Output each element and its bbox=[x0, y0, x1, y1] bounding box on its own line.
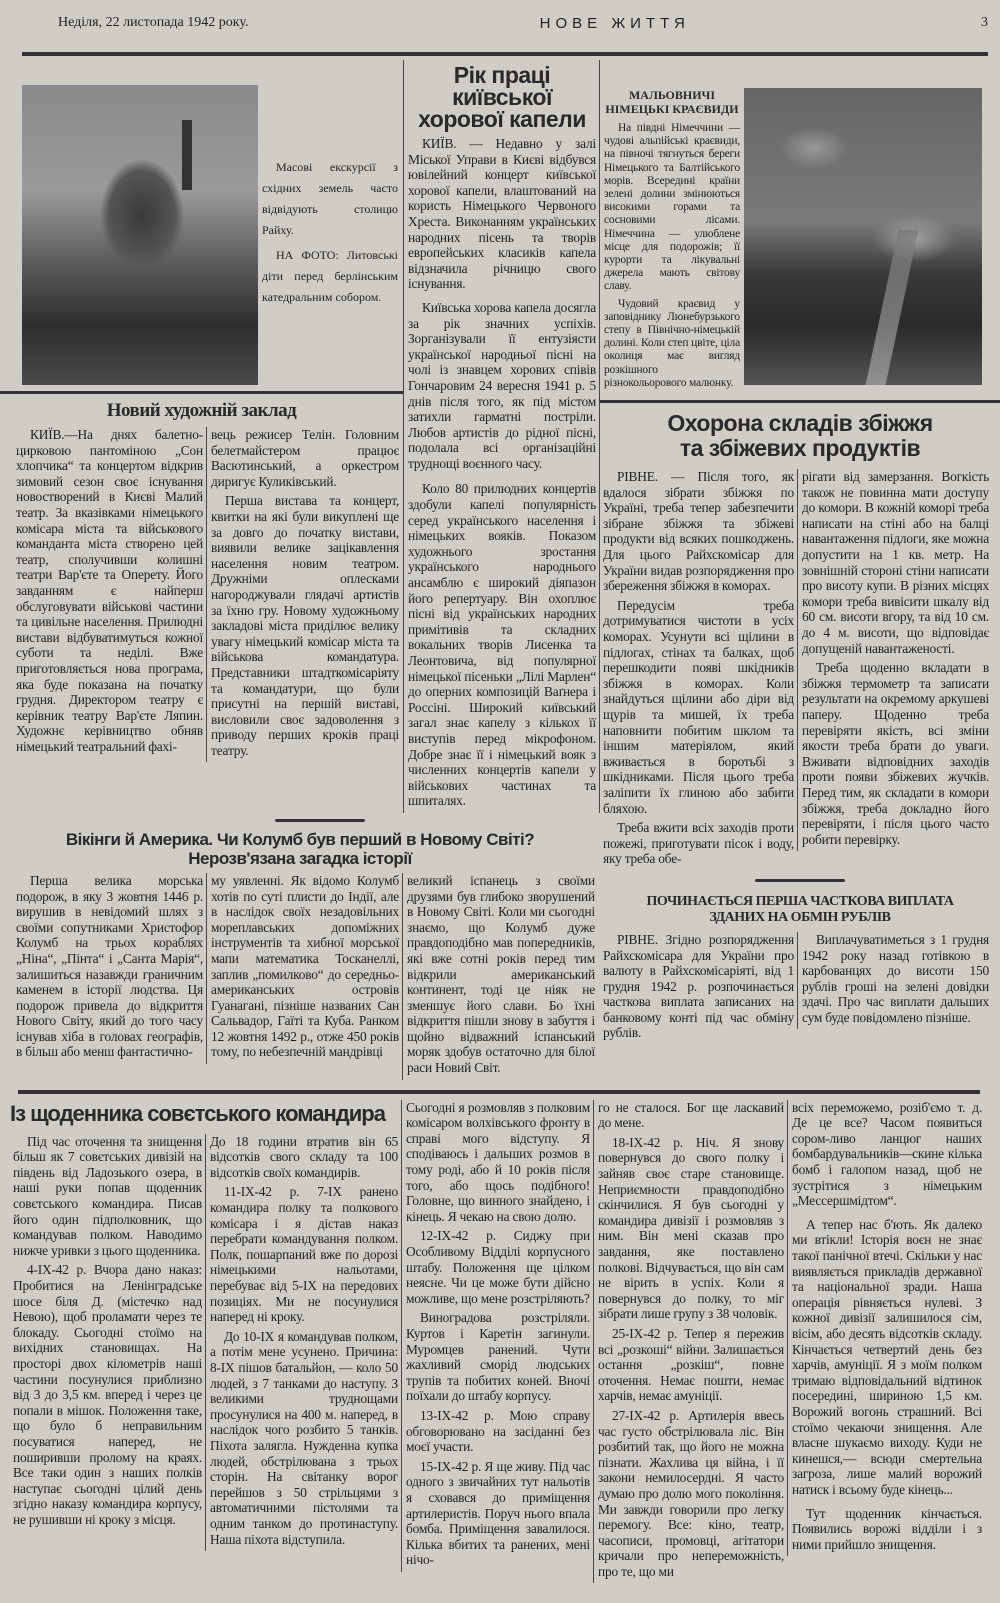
section-rule bbox=[18, 1090, 980, 1094]
photo-caption bbox=[262, 85, 398, 312]
top-right-area bbox=[600, 60, 1000, 1045]
diary-col-3 bbox=[401, 1100, 593, 1572]
choir-headline: Рік праці київської хорової капели bbox=[418, 62, 586, 132]
paragraph: 12-IX-42 р. Сиджу при Особливому Відділі корпусного штабу. Положення ще цілком неясне. Чи це може бути дійсно можливе, що мене розстріляють? bbox=[406, 1228, 590, 1306]
paragraph: го не сталося. Бог ще ласкавий до мене. bbox=[598, 1099, 784, 1131]
theatre-col-1 bbox=[16, 427, 206, 758]
payout-col-2 bbox=[797, 932, 993, 1030]
diary-left-columns bbox=[0, 1134, 401, 1551]
paragraph: До 18 години втратив він 65 відсотків свого складу та 100 відсотків своїх командирів. bbox=[210, 1133, 398, 1180]
masthead-rule bbox=[22, 52, 988, 56]
cathedral-spire bbox=[182, 120, 192, 190]
paragraph: 15-IX-42 р. Я ще живу. Під час одного з звичайних тут нальотів я сховався до приміщення артилеристів. Поруч нього впала бомба. Приміщення завалилося. Кілька вбитих та ранених, мені нічо- bbox=[406, 1458, 590, 1568]
payout-title-line: ПОЧИНАЄТЬСЯ ПЕРША ЧАСТКОВА ВИПЛАТА bbox=[646, 893, 954, 909]
paragraph: Передусім треба дотримуватися чистоти в усіх коморах. Усунути всі щілини в підлогах, стінах та балках, щоб перешкодити появі шкідників збіжжя в коморах. Коли знайдуться щілини або діри від щурів та мишей, їх треба наповнити побитим шклом та іншим матеріялом, який вживається в боротьбі з шкідниками. Після цього треба заліпити їх глиною або забити бляхою. bbox=[603, 597, 794, 816]
paragraph: А тепер нас б'ють. Як далеко ми втікли! Історія воєн не знає такої панічної втечі. Скільки у нас виявляється прикладів державної та національної зради. Наша операція рівняється нулеві. З кожної дивізії залишилося сім, вісім, або десять відсотків складу. Кінчається четвертий день без харчів, амуніції. Я з моїм полком тримаю відповідальний відтинок посередині, шириною 1,5 км. Ворожий вогонь страшний. Всі стоїмо чекаючи знищення. Але власне шукаємо виходу. Куди не кинешся,— всюди смертельна загроза, лише малий ворожий натиск і всьому буде кінець... bbox=[792, 1216, 982, 1497]
diary-left bbox=[0, 1100, 401, 1551]
grain-headline bbox=[600, 411, 1000, 461]
vikings-columns bbox=[0, 873, 600, 1080]
photo-row bbox=[0, 60, 403, 385]
paragraph: Тут щоденник кінчається. Появились ворожі відділи і з ними прийшло знищення. bbox=[792, 1505, 982, 1552]
paragraph: Під час оточення та знищення більш як 7 совєтських дивізій на південь від Ладозького озера, в наші руки попав щоденник совєтського командира. Писав його один підполковник, що командував полком. Наводимо нижче уривки з цього щоденника. bbox=[13, 1133, 202, 1258]
ornament-divider bbox=[755, 879, 845, 882]
ornament-divider bbox=[275, 819, 365, 822]
paragraph: Перша вистава та концерт, квитки на які були викуплені ще за довго до початку вистави, виявили велике зацікавлення населення новим театром. Дружніми оплесками нагороджували глядачі артистів за їхню гру. Новому художньому закладові міста приділює велику увагу німецький комісар міста та військова командатура. Представники штадткомісаріяту та командатури, що були присутні на першій виставі, висловили своє задоволення з приводу перших кроків праці театру. bbox=[211, 493, 399, 758]
landscapes-headline: МАЛЬОВНИЧІ НІМЕЦЬКІ КРАЄВИДИ bbox=[605, 88, 739, 116]
paragraph: Виплачуватиметься з 1 грудня 1942 року назад готівкою в карбованцях до висоти 150 рублів гроші на зелені довідки здачі. Про час виплати дальших сум буде повідомлено пізніше. bbox=[802, 931, 989, 1025]
paragraph: Треба щоденно вкладати в збіжжя термометр та записати результати на окремому аркушеві паперу. Щоденно треба перевіряти якість, всі зміни якости треба брати до уваги. Вживати відповідних заходів проти появи збіжевих жучків. Перед тим, як складати в комори збіжжя, треба докладно його перевіряти, і після цього часто робити перевірку. bbox=[802, 660, 989, 847]
paragraph: 25-IX-42 р. Тепер я пережив всі „розкоші“ війни. Залишається остання „розкіш“, повне оточення. Немає пошти, немає харчів, немає амуніції. bbox=[598, 1325, 784, 1404]
paragraph: Перша велика морська подорож, в яку 3 жовтня 1446 р. вирушив в невідомий шлях з своїми сопутниками Христофор Колумб на трьох кораблях „Ніна“, „Пінта“ і „Санта Марія“, залишиться назавжди граничним каменем в історії людства. Ця подорож привела до відкриття Нового Світу, який до того часу існував хіба в головах географів, в більш або менш фантастично- bbox=[16, 872, 203, 1060]
paragraph: 27-IX-42 р. Артилерія ввесь час густо обстрілювала ліс. Він розбитий так, що його не можна пізнати. Жахлива ця війна, і її закони немилосердні. Я часто думаю про долю мого покоління. Ми завжди говорили про легку перемогу. Все: кіно, театр, часописи, промовці, агітатори кричали про непереможність, про те, що ми bbox=[598, 1407, 784, 1579]
vikings-col-1 bbox=[16, 873, 206, 1064]
paragraph: КИЇВ. — Недавно у залі Міської Управи в Києві відбувся ювілейний концерт київської хорової капели, влаштований на користь Німецького Червоного Хреста. Виконанням українських народних пісень та творів европейських класиків капела відзначила річницю свого існування. bbox=[408, 136, 596, 292]
newspaper-name: НОВЕ ЖИТТЯ bbox=[539, 14, 690, 32]
top-left-row bbox=[0, 60, 600, 813]
payout-col-1 bbox=[603, 932, 797, 1045]
paragraph: всіх переможемо, розіб'ємо т. д. Де це все? Часом появиться сором-ливо ланцюг наших бомбардувальників—скине кілька бомб і галопом назад, щоб не зустрітися з німецьким „Мессершмідтом“. bbox=[792, 1099, 982, 1209]
issue-date: Неділя, 22 листопада 1942 року. bbox=[58, 15, 249, 30]
paragraph: Коло 80 прилюдних концертів здобули капелі популярність серед українського населення і німецьких вояків. Показом художнього зростання українського народнього ансамблю є широкий діяпазон його репертуару. Він охоплює пісні від українських народних примітивів та складних вокальних творів Лисенка та Леонтовича, від популярної німецької пісеньки „Лілі Марлен“ до оперних композицій Ваґнера і Россіні. Широкий київський загал знає капелу з кількох її виступів перед мікрофоном. Добре знає її і німецький вояк з численних концертів капели у військових частинах та шпиталях. bbox=[408, 481, 596, 809]
payout-columns bbox=[600, 932, 1000, 1045]
diary-col-5 bbox=[787, 1100, 990, 1557]
landscapes-body bbox=[604, 122, 740, 390]
grain-columns bbox=[600, 469, 1000, 871]
paragraph: му уявленні. Як відомо Колумб хотів по суті плисти до Індії, але в наслідок своїх незадовільних мореплавських допоміжних інструментів та хибної морської мапи математика Тосканеллі, заплив „помилково“ до середньо-американських островів Гуанагані, пізніше названих Сан Сальвадор, Гаїті та Куба. Ранком 12 жовтня 1492 р., отже 450 років тому, по небезпечній мандрівці bbox=[211, 872, 399, 1060]
paragraph: Сьогодні я розмовляв з полковим комісаром волхівського фронту в справі мого відступу. Я сподіваюсь і дальших розмов в тому роді, або й 10 років після того, або щось подібного! Головне, що винного знайдено, і кінець. Я чекаю на свою долю. bbox=[406, 1099, 590, 1224]
vikings-col-2 bbox=[206, 873, 402, 1064]
section-rule bbox=[0, 391, 403, 394]
paragraph: рігати від замерзання. Вогкість також не повинна мати доступу до комори. В кожній коморі треба написати на стіні або на балці навантаження підлоги, яке можна допустити на 1 кв. метр. На зовнішній стороні стіни написати про висоту купи. В різних місцях комори треба вивісити шкалу від 60 см. висоти вгору, та від 10 см. до 4 м. висоти, що відповідає допущеній навантаженості. bbox=[802, 469, 989, 656]
grain-title-line: та збіжевих продуктів bbox=[679, 435, 921, 462]
grain-col-2 bbox=[797, 469, 993, 851]
theatre-columns bbox=[0, 427, 403, 762]
section-rule bbox=[600, 400, 1000, 403]
theatre-headline: Новий художній заклад bbox=[106, 400, 297, 421]
paragraph: На півдні Німеччини — чудові альпійські краєвиди, на півночі тягнуться береги Німецького та Балтійського морів. Всередині країни зелені долини змінюються високими горами та сосновими лісами. Німеччина — улюблене місце для подорожів; її курорти та лікувальні джерела мають світову славу. bbox=[604, 122, 740, 293]
vikings-title: Вікінги й Америка. Чи Колумб був перший в Новому Світі? bbox=[65, 829, 535, 849]
choir-body bbox=[408, 136, 596, 813]
paragraph: КИЇВ.—На днях балетно-цирковою пантоміною „Сон хлопчика“ та концертом відкрив зимовий сезон своє існування новостворений в Києві Малий театр. За вказівками німецького комісара міста та військового команданта міста створено цей театр, сполучивши колишні театри Вар'єте та Оперету. Його завданням є найперш обслуговувати військові частини та цивільне населення. Прилюдні вистави відбуватимуться кожної суботи та неділі. Вже приготовляється нова програма, яка буде показана на початку грудня. Директором театру є керівник театру Вар'єте Ляпин. Художнє керівництво обняв німецький театральний фахі- bbox=[16, 427, 203, 754]
paragraph: 13-IX-42 р. Мою справу обговорювано на засіданні без моєї участи. bbox=[406, 1407, 590, 1455]
landscapes-article bbox=[604, 88, 740, 394]
grain-col-1 bbox=[603, 469, 797, 871]
caption-photo-note: НА ФОТО: Литовські діти перед берлінським катедральним собором. bbox=[262, 248, 398, 304]
diary-col-1 bbox=[13, 1134, 205, 1532]
paragraph: 4-IX-42 р. Вчора дано наказ: Пробитися на Ленінградське шосе біля Д. (містечко над Невою), щоб проламати через те блокаду. Сьогодні стоїмо на вихідних становищах. На просторі двох кілометрів наші частини посунулися приблизно від 3 до 3,5 км. вперед і через це попали в мішок. Положення таке, що було б неправильним посуватися наперед, не поширивши пролому на краях. Все таки один з наших полків наступає сьогодні цілий день згідно наказу командира корпусу, не рушивши ні кроку з місця. bbox=[13, 1262, 202, 1527]
landscape-photo bbox=[744, 88, 982, 385]
paragraph: РІВНЕ. — Після того, як вдалося зібрати збіжжя по Україні, треба тепер забезпечити зібране збіжжя та збіжеві продукти від всяких пошкоджень. Для цього Райхскомісар для України видав розпорядження про збереження збіжжя в коморах. bbox=[603, 469, 794, 594]
diary-col-2 bbox=[205, 1134, 401, 1551]
payout-title-line: ЗДАНИХ НА ОБМІН РУБЛІВ bbox=[709, 909, 891, 925]
vikings-subtitle: Нерозв'язана загадка історії bbox=[188, 848, 412, 868]
paragraph: великий іспанець з своїми друзями був глибоко зворушений в Новому Світі. Коли ми сьогодні знаємо, що Колумб дуже правдоподібно мав попередників, які вже сотні років перед тим відкрили американський континент, тоді це ніяк не зменшує його слави. Бо їхні відкриття пішли знову в забуття і щойно відважний іспанський моряк здобув остаточно для білої раси Новий Світ. bbox=[407, 872, 595, 1076]
diary-col-4 bbox=[593, 1100, 787, 1584]
paragraph: Чудовий краєвид у заповіднику Люнебурзького степу в Північно-німецькій долині. Коли степ цвіте, ціла околиця має вигляд розкішного різнокольорового малюнку. bbox=[604, 297, 740, 389]
diary-headline: Із щоденника совєтського командира bbox=[10, 1100, 385, 1126]
top-left-area bbox=[0, 60, 600, 1080]
left-part bbox=[0, 60, 403, 762]
grain-title-line: Охорона складів збіжжя bbox=[667, 410, 933, 437]
paragraph: До 10-IX я командував полком, а потім мене усунено. Причина: 8-IX пішов батальйон, — коло 50 людей, з 7 танками до наступу. З великими труднощами просунулися на 400 м. наперед, в наслідок чого розбито 5 танків. Піхота залягла. Нужденна купка людей, обстрілювана з трьох сторін. На світанку ворог перейшов з 50 стрільцями з автоматичними пістолями та одним танком до протинаступу. Наша піхота відступила. bbox=[210, 1328, 398, 1547]
paragraph: РІВНЕ. Згідно розпорядження Райхскомісара для України про валюту в Райхскомісаріяті, від 1 грудня 1942 р. розпочинається часткова виплата записаних на банковому конті під час обміну рублів. bbox=[603, 931, 794, 1041]
masthead bbox=[0, 0, 1000, 36]
paragraph: вець режисер Телін. Головним белетмайстером працює Васютинський, а оркестром диригує Куликівський. bbox=[211, 427, 399, 489]
vikings-headline bbox=[0, 830, 600, 868]
page-number: 3 bbox=[981, 15, 988, 30]
cathedral-photo bbox=[22, 85, 258, 385]
theatre-col-2 bbox=[206, 427, 399, 762]
paragraph: 11-IX-42 р. 7-IX ранено командира полку та полкового комісара і я дістав наказ перебрати командування полком. Полк, пошарпаний вже по дорозі німецькими нальотами, перебуває від 5-IX на передових позиціях. Ми не посунулися наперед ні кроку. bbox=[210, 1184, 398, 1325]
diary-section bbox=[0, 1100, 1000, 1603]
caption-text: Масові екскурсії з східних земель часто відвідують столицю Райху. bbox=[262, 160, 398, 237]
vikings-col-3 bbox=[402, 873, 598, 1080]
payout-headline bbox=[600, 894, 1000, 926]
choir-article bbox=[403, 60, 600, 813]
paragraph: 18-IX-42 р. Ніч. Я знову повернувся до свого полку і зайняв своє старе становище. Неприємности правдоподібно скінчилися. Я був сьогодні у командира дивізії і розмовляв з ним. Він мені сказав про завдання, яке поставлено полкові. Відчувається, що він сам не вірить в успіх. Коли я повернувся до полку, то міг зібрати лише групу з 38 чоловік. bbox=[598, 1134, 784, 1322]
paragraph: Виноградова розстріляли. Куртов і Каретін загинули. Муромцев ранений. Чути жахливий сморід людських трупів та побитих коней. Вночі поїхали до штабу корпусу. bbox=[406, 1310, 590, 1404]
paragraph: Треба вжити всіх заходів проти пожежі, приготувати пісок і воду, яку треба обе- bbox=[603, 820, 794, 867]
paragraph: Київська хорова капела досягла за рік значних успіхів. Зорганізували її ентузіясти української народньої пісні на чолі із знавцем хорових співів Гончаровим 24 вересня 1941 р. 5 днів після того, як під містом затихли гарматні постріли. Любов артистів до рідної пісні, подолала всі організаційні труднощі воєнного часу. bbox=[408, 299, 596, 471]
field-path bbox=[866, 230, 919, 385]
landscapes-row bbox=[600, 60, 1000, 394]
top-section bbox=[0, 60, 1000, 1080]
